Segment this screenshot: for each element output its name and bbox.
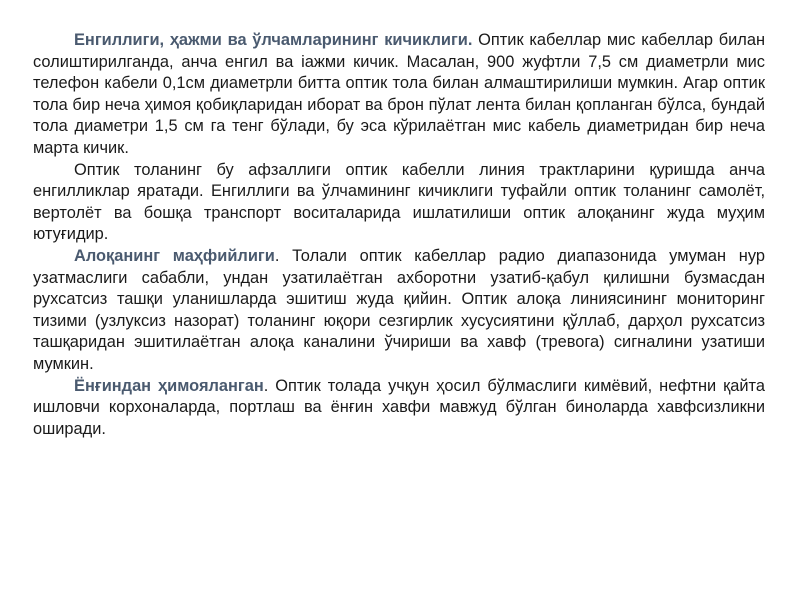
paragraph-advantage xyxy=(33,160,765,246)
paragraph-heading: Алоқанинг маҳфийлиги xyxy=(74,246,275,265)
paragraph-text: . Оптик толада учқун ҳосил бўлмаслиги кимёвий, нефтни қайта ишловчи корхоналарда, портлаш ва ёнғин хавфи мавжуд бўлган биноларда хавфсизликни оширади. xyxy=(33,376,766,438)
paragraph-lightness xyxy=(33,30,765,160)
paragraph-confidentiality xyxy=(33,246,765,376)
paragraph-text: Оптик толанинг бу афзаллиги оптик кабелли линия трактларини қуришда анча енгилликлар яратади. Енгиллиги ва ўлчамининг кичиклиги туфайли оптик толанинг самолёт, вертолёт ва бошқа транспорт воситаларида ишлатилиши оптик алоқанинг жуда муҳим ютуғидир. xyxy=(33,160,765,244)
document-body xyxy=(33,30,765,440)
paragraph-text: Оптик кабеллар мис кабеллар билан солиштирилганда, анча енгил ва іажми кичик. Масалан, 900 жуфтли 7,5 см диаметрли мис телефон кабели 0,1см диаметрли битта оптик тола билан алмаштирилиши мумкин. Агар оптик тола бир неча ҳимоя қобиқларидан иборат ва брон пўлат лента билан қопланган бўлса, бундай тола диаметри 1,5 см га тенг бўлади, бу эса кўрилаётган мис кабель диаметридан бир неча марта кичик. xyxy=(33,31,765,157)
paragraph-heading: Ёнғиндан ҳимояланган xyxy=(74,376,264,395)
paragraph-heading: Енгиллиги, ҳажми ва ўлчамларининг кичиклиги. xyxy=(74,31,473,49)
paragraph-fire-protection xyxy=(33,376,765,441)
paragraph-text: . Толали оптик кабеллар радио диапазонида умуман нур узатмаслиги сабабли, ундан узатилаётган ахборотни узатиб-қабул қилишни бузмасдан рухсатсиз ташқи уланишларда эшитиш жуда қийин. Оптик алоқа линиясининг мониторинг тизими (узлуксиз назорат) толанинг юқори сезгирлик хусусиятини қўллаб, дарҳол рухсатсиз ташқаридан эшитилаётган алоқа каналини ўчириши ва хавф (тревога) сигналини узатиши мумкин. xyxy=(33,246,765,373)
